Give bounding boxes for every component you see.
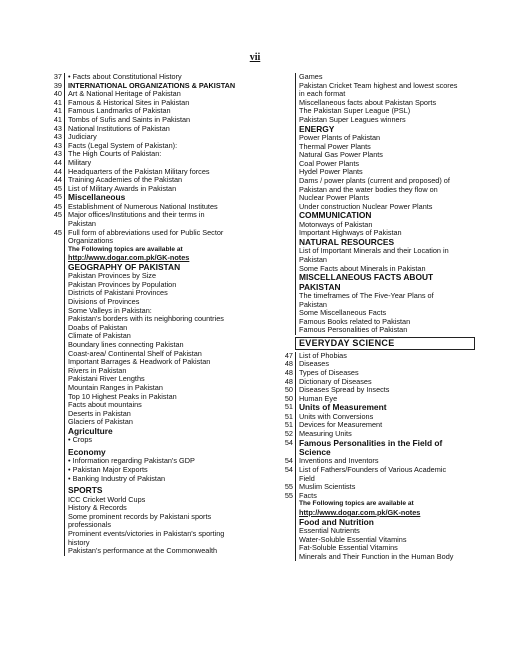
toc-title: • Banking Industry of Pakistan [64,475,293,484]
toc-title: INTERNATIONAL ORGANIZATIONS & PAKISTAN [64,82,293,91]
toc-title: The High Courts of Pakistan: [64,150,293,159]
toc-title: Top 10 Highest Peaks in Pakistan [64,393,293,402]
right-toc-bottom [279,352,474,562]
page-ref: 43 [53,140,62,150]
toc-title: ENERGY [295,125,474,134]
page-ref: 44 [53,175,62,185]
toc-title: Units of Measurement [295,403,474,412]
toc-title: Important Barrages & Headwork of Pakistan [64,358,293,367]
toc-title: Diseases [295,360,474,369]
page-ref: 45 [53,201,62,211]
toc-entry [279,553,474,562]
toc-title: History & Records [64,504,293,513]
toc-title: Pakistan's performance at the Commonwealth [64,547,293,556]
toc-title: List of Fathers/Founders of Various Academic [295,466,474,475]
page-ref: 45 [53,227,62,237]
toc-title: Fat-Soluble Essential Vitamins [295,544,474,553]
toc-title: Climate of Pakistan [64,332,293,341]
toc-title: Famous Personalities in the Field of [295,439,474,448]
toc-title: Dictionary of Diseases [295,378,474,387]
toc-title: • Pakistan Major Exports [64,466,293,475]
toc-title: Essential Nutrients [295,527,474,536]
toc-title: Water-Soluble Essential Vitamins [295,536,474,545]
page-ref: 37 [53,72,62,81]
toc-title: Famous & Historical Sites in Pakistan [64,99,293,108]
toc-title: Inventions and Inventors [295,457,474,466]
toc-title: • Crops [64,436,293,445]
toc-title: Devices for Measurement [295,421,474,430]
toc-title: Pakistan Cricket Team highest and lowest scores [295,82,474,91]
toc-title: Pakistan [295,256,474,265]
toc-title: Facts (Legal System of Pakistan): [64,142,293,151]
toc-entry [48,483,293,495]
toc-title: Art & National Heritage of Pakistan [64,90,293,99]
toc-title: Tombs of Sufis and Saints in Pakistan [64,116,293,125]
section-heading-everyday-science: EVERYDAY SCIENCE [295,337,475,350]
page-ref: 51 [284,402,293,412]
toc-title: history [64,539,293,548]
toc-title: Military [64,159,293,168]
page-ref: 51 [284,411,293,421]
toc-title: Deserts in Pakistan [64,410,293,419]
toc-title: Facts about mountains [64,401,293,410]
toc-title: Judiciary [64,133,293,142]
toc-title: The Following topics are available at [295,500,474,509]
toc-title: ICC Cricket World Cups [64,496,293,505]
page-ref: 44 [53,166,62,176]
toc-title: • Facts about Constitutional History [64,73,293,82]
toc-title: Pakistan [64,220,293,229]
toc-entry [48,436,293,445]
page-ref: 44 [53,157,62,167]
toc-title: Units with Conversions [295,413,474,422]
page-ref: 43 [53,149,62,159]
toc-title: National Institutions of Pakistan [64,125,293,134]
page-ref: 52 [284,429,293,439]
toc-title: Pakistan and the water bodies they flow on [295,186,474,195]
toc-title: Dams / power plants (current and proposed) of [295,177,474,186]
page-ref: 45 [53,192,62,202]
page-ref: 54 [284,437,293,447]
toc-title: Hydel Power Plants [295,168,474,177]
page-ref: 43 [53,123,62,133]
toc-title: Food and Nutrition [295,518,474,527]
toc-entry [279,326,474,335]
page-ref: 55 [284,482,293,492]
toc-title: List of Important Minerals and their Location in [295,247,474,256]
toc-title: Types of Diseases [295,369,474,378]
toc-title: Pakistan's borders with its neighboring countries [64,315,293,324]
toc-title: professionals [64,521,293,530]
toc-title: in each format [295,90,474,99]
toc-title: Minerals and Their Function in the Human Body [295,553,474,562]
toc-title: Famous Books related to Pakistan [295,318,474,327]
toc-title: Miscellaneous facts about Pakistan Sports [295,99,474,108]
page-ref: 47 [284,350,293,360]
page-ref: 40 [53,89,62,99]
toc-title: Agriculture [64,427,293,436]
toc-title: Nuclear Power Plants [295,194,474,203]
right-toc-column [279,73,474,561]
toc-title: Organizations [64,237,293,246]
toc-title: NATURAL RESOURCES [295,238,474,247]
toc-title: Thermal Power Plants [295,143,474,152]
page-ref: 51 [284,420,293,430]
page-ref: 39 [53,80,62,90]
toc-title: Important Highways of Pakistan [295,229,474,238]
page-number: vii [249,52,261,63]
page-ref: 45 [53,210,62,220]
toc-title: Some Miscellaneous Facts [295,309,474,318]
toc-title: Pakistan Provinces by Population [64,281,293,290]
toc-title: Natural Gas Power Plants [295,151,474,160]
toc-entry [48,547,293,556]
toc-title: Pakistan [295,301,474,310]
toc-title: Some prominent records by Pakistani sports [64,513,293,522]
toc-title: Doabs of Pakistan [64,324,293,333]
toc-title: Diseases Spread by Insects [295,386,474,395]
toc-title: Miscellaneous [64,193,293,202]
toc-title: • Information regarding Pakistan's GDP [64,457,293,466]
page-ref: 41 [53,114,62,124]
toc-title: Major offices/Institutions and their terms in [64,211,293,220]
toc-title: Pakistani River Lengths [64,375,293,384]
toc-title: Prominent events/victories in Pakistan's sporting [64,530,293,539]
toc-title: The Pakistan Super League (PSL) [295,107,474,116]
toc-title: Some Valleys in Pakistan: [64,307,293,316]
page-ref: 41 [53,97,62,107]
toc-title: SPORTS [64,483,293,495]
toc-title: Establishment of Numerous National Institutes [64,203,293,212]
toc-title: List of Military Awards in Pakistan [64,185,293,194]
toc-title: Mountain Ranges in Pakistan [64,384,293,393]
toc-title: Districts of Pakistani Provinces [64,289,293,298]
toc-title: Field [295,475,474,484]
toc-title: Coal Power Plants [295,160,474,169]
toc-title: Rivers in Pakistan [64,367,293,376]
toc-title: Facts [295,492,474,501]
toc-title: Glaciers of Pakistan [64,418,293,427]
toc-title: Games [295,73,474,82]
notes-link[interactable]: http://www.dogar.com.pk/GK-notes [295,509,474,518]
page-ref: 55 [284,490,293,500]
toc-title: Boundary lines connecting Pakistan [64,341,293,350]
page-ref: 43 [53,132,62,142]
toc-title: Science [295,448,474,457]
toc-title: Famous Landmarks of Pakistan [64,107,293,116]
page-ref: 50 [284,393,293,403]
toc-entry [279,492,474,501]
toc-entry [48,475,293,484]
toc-title: COMMUNICATION [295,211,474,220]
page-ref: 54 [284,465,293,475]
toc-title: List of Phobias [295,352,474,361]
toc-entry [48,237,293,246]
toc-title: Famous Personalities of Pakistan [295,326,474,335]
toc-title: Human Eye [295,395,474,404]
toc-title: PAKISTAN [295,283,474,292]
toc-title: Power Plants of Pakistan [295,134,474,143]
toc-title: Some Facts about Minerals in Pakistan [295,265,474,274]
page-ref: 45 [53,183,62,193]
toc-title: Muslim Scientists [295,483,474,492]
right-toc-top [279,73,474,335]
notes-link[interactable]: http://www.dogar.com.pk/GK-notes [64,254,293,263]
page-ref: 41 [53,106,62,116]
toc-title: Full form of abbreviations used for Public Sector [64,229,293,238]
toc-title: GEOGRAPHY OF PAKISTAN [64,263,293,272]
toc-title: Measuring Units [295,430,474,439]
toc-title: Pakistan Super Leagues winners [295,116,474,125]
toc-title: The Following topics are available at [64,246,293,255]
toc-title: Pakistan Provinces by Size [64,272,293,281]
toc-title: Under construction Nuclear Power Plants [295,203,474,212]
page-ref: 48 [284,368,293,378]
left-toc-column [48,73,293,556]
page-ref: 50 [284,385,293,395]
toc-title: The timeframes of The Five-Year Plans of [295,292,474,301]
toc-title: Motorways of Pakistan [295,221,474,230]
toc-title: Headquarters of the Pakistan Military forces [64,168,293,177]
toc-title: Training Academies of the Pakistan [64,176,293,185]
toc-title: Divisions of Provinces [64,298,293,307]
page-ref: 54 [284,456,293,466]
page-ref: 48 [284,376,293,386]
toc-title: Coast-area/ Continental Shelf of Pakistan [64,350,293,359]
page-ref: 48 [284,359,293,369]
toc-title: Economy [64,445,293,457]
toc-title: MISCELLANEOUS FACTS ABOUT [295,273,474,282]
